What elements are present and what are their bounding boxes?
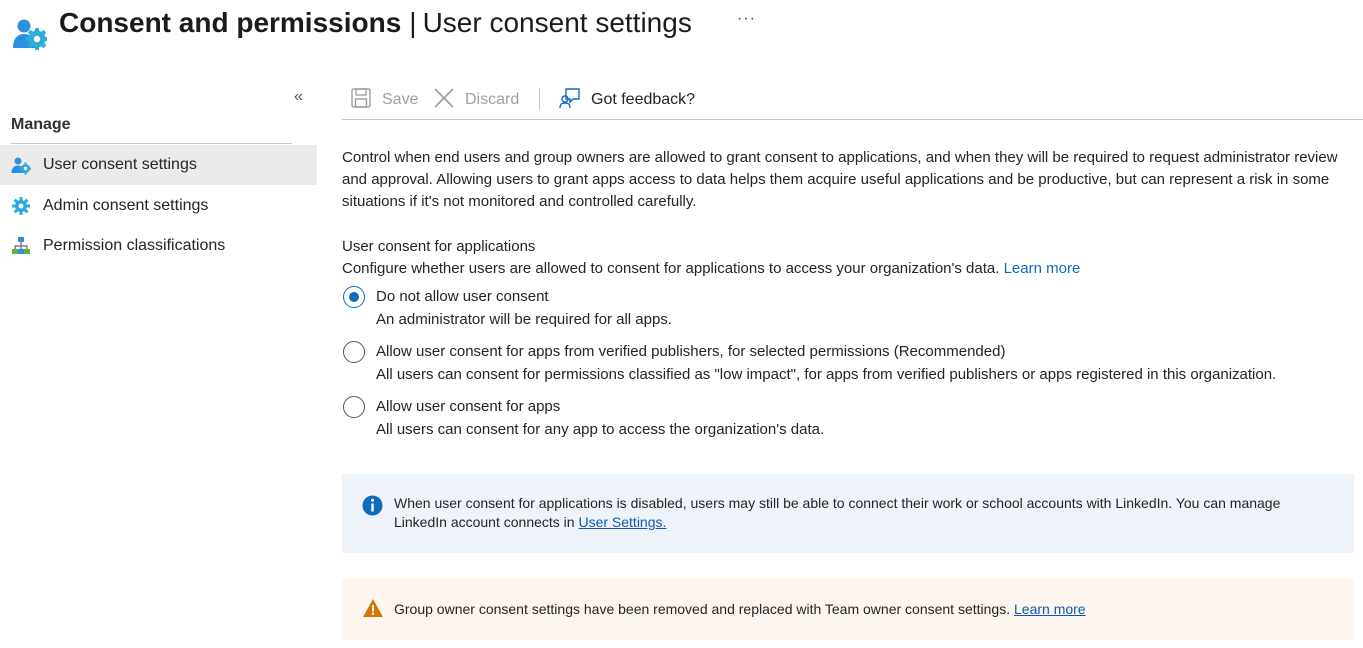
close-icon	[433, 87, 465, 114]
feedback-label: Got feedback?	[591, 91, 696, 108]
radio-allow-all[interactable]	[343, 396, 365, 418]
gear-icon	[11, 196, 31, 216]
sidebar-item-user-consent-settings[interactable]	[0, 145, 317, 185]
info-icon	[362, 495, 383, 516]
discard-label: Discard	[465, 91, 520, 108]
page-header	[0, 0, 1363, 56]
sidebar-item-admin-consent-settings[interactable]	[0, 186, 317, 226]
toolbar-divider	[539, 88, 540, 110]
title-separator: |	[409, 7, 417, 38]
warning-icon	[362, 598, 384, 618]
sidebar-item-label: Admin consent settings	[43, 197, 209, 214]
collapse-sidebar-button[interactable]: «	[294, 88, 303, 105]
warning-learn-more-link[interactable]: Learn more	[1014, 601, 1086, 617]
sidebar-item-label: Permission classifications	[43, 237, 226, 254]
info-text: When user consent for applications is disabled, users may still be able to connect their work or school accounts with LinkedIn. You can manage LinkedIn account connects in	[394, 495, 1281, 530]
save-label: Save	[382, 91, 419, 108]
command-bar	[342, 80, 1363, 120]
more-options-button[interactable]: ···	[737, 10, 756, 27]
save-button[interactable]	[350, 85, 418, 115]
learn-more-link[interactable]: Learn more	[1003, 260, 1081, 277]
sidebar-item-label: User consent settings	[43, 156, 197, 173]
sidebar-item-permission-classifications[interactable]	[0, 226, 317, 266]
save-icon	[350, 87, 382, 114]
user-settings-link[interactable]: User Settings.	[578, 514, 667, 530]
section-subtitle	[342, 260, 1080, 277]
section-title: User consent for applications	[342, 238, 536, 255]
option-description: All users can consent for any app to access the organization's data.	[376, 421, 825, 438]
radio-do-not-allow[interactable]	[343, 286, 365, 308]
option-description: An administrator will be required for all apps.	[376, 311, 672, 328]
option-label[interactable]: Do not allow user consent	[376, 288, 549, 305]
option-label[interactable]: Allow user consent for apps from verified publishers, for selected permissions (Recommended)	[376, 343, 1006, 360]
user-gear-icon	[11, 15, 47, 51]
option-label[interactable]: Allow user consent for apps	[376, 398, 561, 415]
option-description: All users can consent for permissions classified as "low impact", for apps from verified publishers or apps registered in this organization.	[376, 366, 1277, 383]
section-subtitle-text: Configure whether users are allowed to consent for applications to access your organization's data.	[342, 260, 1000, 277]
page-title-primary: Consent and permissions	[59, 7, 402, 38]
got-feedback-button[interactable]	[559, 85, 695, 115]
info-banner-text	[394, 494, 1314, 532]
page-description: Control when end users and group owners are allowed to grant consent to applications, and when they will be required to request administrator review and approval. Allowing users to grant apps access to data helps them acquire useful applications and be productive, but can represent a risk in some situations if it's not monitored and controlled carefully.	[342, 149, 1338, 210]
sidebar	[0, 80, 318, 640]
page-title	[59, 4, 692, 42]
discard-button[interactable]	[433, 85, 519, 115]
warning-banner	[342, 578, 1354, 640]
sidebar-divider	[11, 143, 292, 144]
warning-banner-text	[394, 600, 1086, 619]
hierarchy-icon	[11, 236, 31, 256]
sidebar-section-title: Manage	[11, 116, 71, 133]
user-gear-icon	[11, 155, 31, 175]
info-banner	[342, 474, 1354, 553]
feedback-icon	[559, 87, 591, 114]
radio-verified-publishers[interactable]	[343, 341, 365, 363]
page-title-secondary: User consent settings	[422, 7, 692, 38]
warning-text: Group owner consent settings have been removed and replaced with Team owner consent settings.	[394, 601, 1014, 617]
